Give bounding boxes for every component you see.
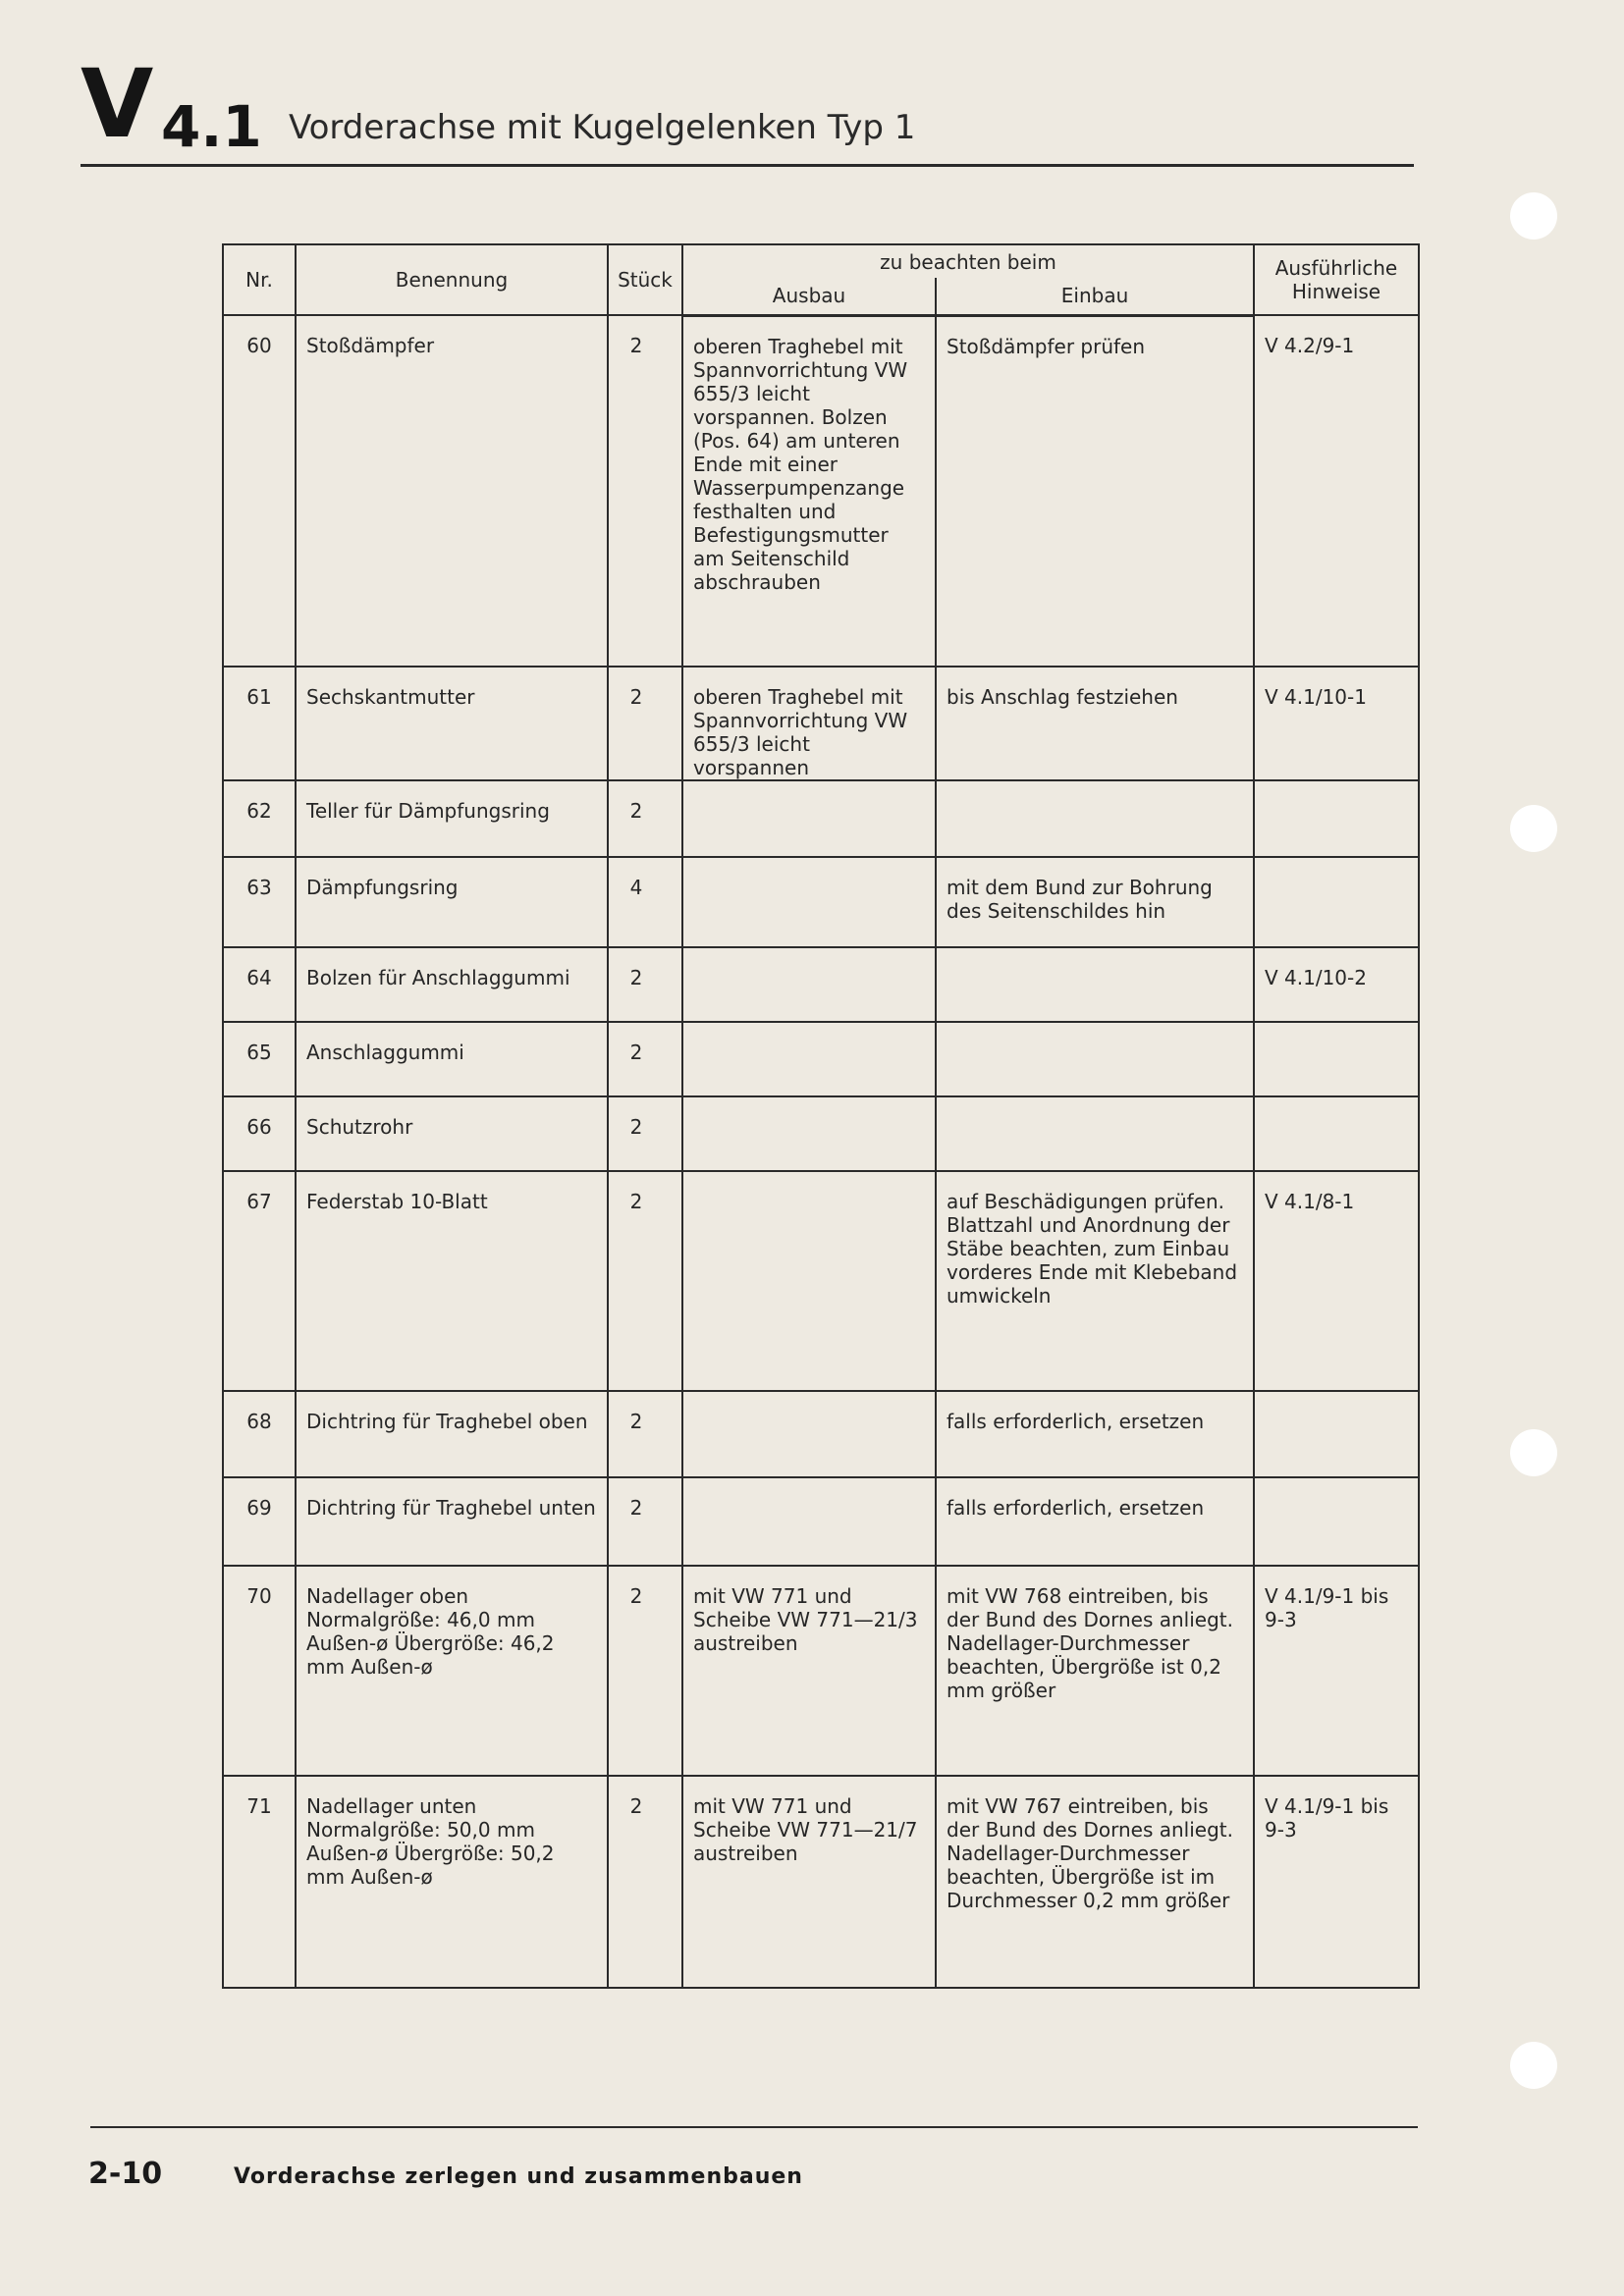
cell-stueck: 2 <box>608 315 682 667</box>
cell-ausbau <box>682 780 936 857</box>
cell-nr: 66 <box>223 1096 296 1171</box>
footer-title: Vorderachse zerlegen und zusammenbauen <box>234 2164 803 2189</box>
cell-nr: 63 <box>223 857 296 947</box>
cell-stueck: 2 <box>608 1776 682 1988</box>
cell-benennung: Anschlaggummi <box>296 1022 608 1096</box>
cell-benennung: Dichtring für Traghebel oben <box>296 1391 608 1477</box>
cell-ausbau <box>682 1171 936 1391</box>
cell-hinweise: V 4.1/8-1 <box>1254 1171 1419 1391</box>
cell-stueck: 2 <box>608 1566 682 1776</box>
cell-ausbau <box>682 857 936 947</box>
cell-ausbau <box>682 947 936 1022</box>
cell-einbau <box>936 1022 1254 1096</box>
cell-stueck: 2 <box>608 947 682 1022</box>
cell-einbau: mit dem Bund zur Bohrung des Seitenschildes hin <box>936 857 1254 947</box>
table-row <box>223 1391 1419 1477</box>
table-row <box>223 1096 1419 1171</box>
cell-stueck: 2 <box>608 1096 682 1171</box>
page-number: 2-10 <box>88 2157 163 2191</box>
cell-hinweise <box>1254 1477 1419 1566</box>
header-ausbau: Ausbau <box>682 278 936 315</box>
cell-ausbau: oberen Traghebel mit Spannvorrichtung VW 655/3 leicht vorspannen <box>682 667 936 780</box>
cell-stueck: 2 <box>608 780 682 857</box>
header-benennung: Benennung <box>296 244 608 315</box>
table-row <box>223 947 1419 1022</box>
cell-hinweise <box>1254 1391 1419 1477</box>
cell-einbau: mit VW 767 eintreiben, bis der Bund des Dornes anliegt. Nadellager-Durchmesser beachten, Übergröße ist im Durchmesser 0,2 mm größer <box>936 1776 1254 1988</box>
cell-hinweise: V 4.1/9-1 bis 9-3 <box>1254 1776 1419 1988</box>
cell-ausbau <box>682 1391 936 1477</box>
cell-benennung: Stoßdämpfer <box>296 315 608 667</box>
cell-ausbau <box>682 1096 936 1171</box>
table-row <box>223 667 1419 780</box>
cell-benennung: Schutzrohr <box>296 1096 608 1171</box>
cell-hinweise: V 4.2/9-1 <box>1254 315 1419 667</box>
header-einbau: Einbau <box>936 278 1254 315</box>
parts-table <box>222 243 1420 1989</box>
header-zu-beachten: zu beachten beim <box>682 244 1254 278</box>
punch-hole <box>1510 805 1557 852</box>
cell-stueck: 2 <box>608 1171 682 1391</box>
cell-nr: 61 <box>223 667 296 780</box>
cell-nr: 62 <box>223 780 296 857</box>
cell-benennung: Federstab 10-Blatt <box>296 1171 608 1391</box>
cell-nr: 71 <box>223 1776 296 1988</box>
cell-stueck: 2 <box>608 1391 682 1477</box>
cell-benennung: Teller für Dämpfungsring <box>296 780 608 857</box>
cell-nr: 60 <box>223 315 296 667</box>
section-letter: V <box>81 49 151 159</box>
table-row <box>223 780 1419 857</box>
cell-nr: 64 <box>223 947 296 1022</box>
table-row <box>223 1566 1419 1776</box>
cell-nr: 67 <box>223 1171 296 1391</box>
cell-benennung: Sechskantmutter <box>296 667 608 780</box>
cell-stueck: 2 <box>608 667 682 780</box>
table-row <box>223 1776 1419 1988</box>
cell-einbau: bis Anschlag festziehen <box>936 667 1254 780</box>
cell-einbau: Stoßdämpfer prüfen <box>936 315 1254 667</box>
cell-hinweise <box>1254 857 1419 947</box>
cell-ausbau: mit VW 771 und Scheibe VW 771—21/3 austreiben <box>682 1566 936 1776</box>
table-row <box>223 1477 1419 1566</box>
cell-hinweise: V 4.1/10-1 <box>1254 667 1419 780</box>
cell-einbau: falls erforderlich, ersetzen <box>936 1391 1254 1477</box>
cell-einbau: falls erforderlich, ersetzen <box>936 1477 1254 1566</box>
cell-stueck: 2 <box>608 1477 682 1566</box>
page-header <box>81 49 1416 165</box>
cell-hinweise <box>1254 1096 1419 1171</box>
cell-ausbau <box>682 1022 936 1096</box>
cell-stueck: 4 <box>608 857 682 947</box>
punch-hole <box>1510 192 1557 240</box>
cell-ausbau: mit VW 771 und Scheibe VW 771—21/7 austreiben <box>682 1776 936 1988</box>
cell-ausbau <box>682 1477 936 1566</box>
cell-ausbau: oberen Traghebel mit Spannvorrichtung VW 655/3 leicht vorspannen. Bolzen (Pos. 64) am unteren Ende mit einer Wasserpumpenzange festhalten und Befestigungsmutter am Seitenschild abschrauben <box>682 315 936 667</box>
table-row <box>223 1171 1419 1391</box>
cell-einbau <box>936 1096 1254 1171</box>
cell-hinweise: V 4.1/10-2 <box>1254 947 1419 1022</box>
header-nr: Nr. <box>223 244 296 315</box>
cell-nr: 70 <box>223 1566 296 1776</box>
cell-benennung: Dämpfungsring <box>296 857 608 947</box>
punch-hole <box>1510 1429 1557 1476</box>
cell-einbau: mit VW 768 eintreiben, bis der Bund des Dornes anliegt. Nadellager-Durchmesser beachten, Übergröße ist 0,2 mm größer <box>936 1566 1254 1776</box>
header-stueck: Stück <box>608 244 682 315</box>
cell-einbau <box>936 947 1254 1022</box>
table-row <box>223 315 1419 667</box>
footer-rule <box>90 2126 1418 2128</box>
cell-einbau <box>936 780 1254 857</box>
cell-benennung: Nadellager oben Normalgröße: 46,0 mm Außen-ø Übergröße: 46,2 mm Außen-ø <box>296 1566 608 1776</box>
cell-stueck: 2 <box>608 1022 682 1096</box>
page-title: Vorderachse mit Kugelgelenken Typ 1 <box>289 108 916 147</box>
cell-benennung: Dichtring für Traghebel unten <box>296 1477 608 1566</box>
cell-einbau: auf Beschädigungen prüfen. Blattzahl und Anordnung der Stäbe beachten, zum Einbau vorderes Ende mit Klebeband umwickeln <box>936 1171 1254 1391</box>
section-number: 4.1 <box>161 93 262 160</box>
table-row <box>223 1022 1419 1096</box>
punch-hole <box>1510 2042 1557 2089</box>
table-row <box>223 857 1419 947</box>
cell-nr: 68 <box>223 1391 296 1477</box>
cell-hinweise <box>1254 1022 1419 1096</box>
cell-nr: 69 <box>223 1477 296 1566</box>
header-rule <box>81 164 1414 167</box>
cell-benennung: Bolzen für Anschlaggummi <box>296 947 608 1022</box>
cell-benennung: Nadellager unten Normalgröße: 50,0 mm Außen-ø Übergröße: 50,2 mm Außen-ø <box>296 1776 608 1988</box>
cell-hinweise <box>1254 780 1419 857</box>
header-hinweise: Ausführliche Hinweise <box>1254 244 1419 315</box>
cell-nr: 65 <box>223 1022 296 1096</box>
cell-hinweise: V 4.1/9-1 bis 9-3 <box>1254 1566 1419 1776</box>
